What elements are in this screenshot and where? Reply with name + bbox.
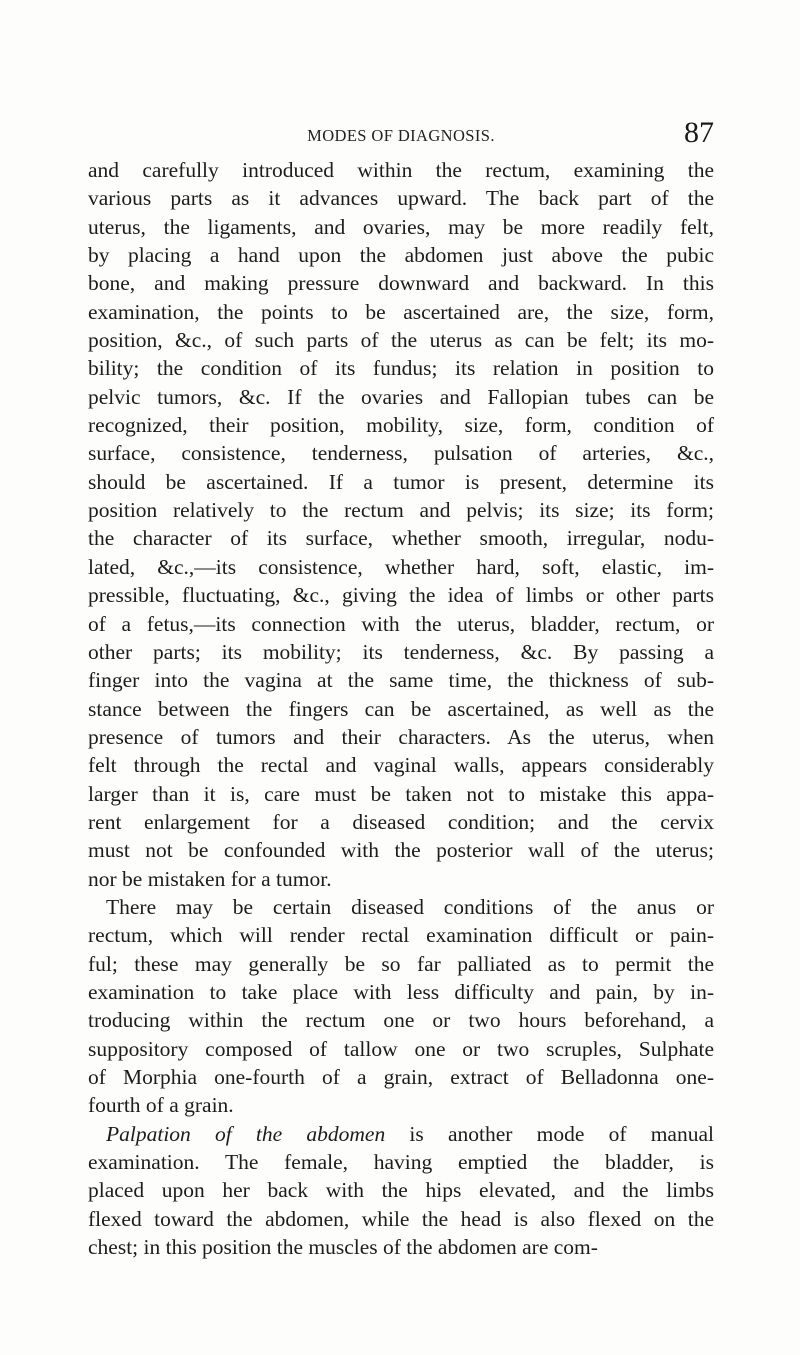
text-run: is another mode of manual — [385, 1121, 714, 1146]
text-line: uterus, the ligaments, and ovaries, may be more readily felt, — [88, 214, 714, 239]
text-line: other parts; its mobility; its tenderness, &c. By passing a — [88, 639, 714, 664]
body-text — [88, 156, 714, 1261]
text-line: position relatively to the rectum and pelvis; its size; its form; — [88, 498, 714, 523]
paragraph — [88, 893, 714, 1120]
text-line: must not be confounded with the posterior wall of the uterus; — [88, 838, 714, 863]
text-line: examination. The female, having emptied the bladder, is — [88, 1150, 714, 1175]
text-line: examination to take place with less difficulty and pain, by in- — [88, 979, 714, 1004]
page-number: 87 — [684, 116, 714, 149]
text-line: presence of tumors and their characters. As the uterus, when — [88, 724, 714, 749]
text-line: pressible, fluctuating, &c., giving the idea of limbs or other parts — [88, 583, 714, 608]
text-line: recognized, their position, mobility, size, form, condition of — [88, 413, 714, 438]
text-line: lated, &c.,—its consistence, whether hard, soft, elastic, im- — [88, 554, 714, 579]
text-line — [88, 1120, 714, 1148]
text-line: flexed toward the abdomen, while the head is also flexed on the — [88, 1206, 714, 1231]
text-line: suppository composed of tallow one or two scruples, Sulphate — [88, 1036, 714, 1061]
text-line: position, &c., of such parts of the uterus as can be felt; its mo- — [88, 328, 714, 353]
text-line: finger into the vagina at the same time, the thickness of sub- — [88, 668, 714, 693]
text-line: There may be certain diseased conditions of the anus or — [106, 894, 714, 919]
text-line: examination, the points to be ascertained are, the size, form, — [88, 299, 714, 324]
text-line: felt through the rectal and vaginal walls, appears considerably — [88, 753, 714, 778]
text-line: various parts as it advances upward. The back part of the — [88, 186, 714, 211]
running-head — [88, 96, 714, 149]
text-line: bone, and making pressure downward and backward. In this — [88, 271, 714, 296]
running-title: MODES OF DIAGNOSIS. — [307, 126, 495, 145]
text-line: stance between the fingers can be ascertained, as well as the — [88, 696, 714, 721]
text-line: by placing a hand upon the abdomen just above the pubic — [88, 243, 714, 268]
text-line: of Morphia one-fourth of a grain, extract of Belladonna one- — [88, 1065, 714, 1089]
text-line: ful; these may generally be so far palliated as to permit the — [88, 951, 714, 976]
text-line: larger than it is, care must be taken not to mistake this appa- — [88, 781, 714, 806]
text-line: of a fetus,—its connection with the uterus, bladder, rectum, or — [88, 611, 714, 636]
text-line: fourth of a grain. — [88, 1093, 234, 1118]
text-line: nor be mistaken for a tumor. — [88, 866, 332, 891]
text-line: bility; the condition of its fundus; its relation in position to — [88, 356, 714, 381]
text-line: rent enlargement for a diseased condition; and the cervix — [88, 809, 714, 834]
text-line: and carefully introduced within the rectum, examining the — [88, 158, 714, 182]
paragraph — [88, 1120, 714, 1262]
text-line: placed upon her back with the hips elevated, and the limbs — [88, 1178, 714, 1203]
text-line: the character of its surface, whether smooth, irregular, nodu- — [88, 526, 714, 551]
paragraph — [88, 156, 714, 893]
text-line: troducing within the rectum one or two hours beforehand, a — [88, 1008, 714, 1033]
text-line: surface, consistence, tenderness, pulsation of arteries, &c., — [88, 441, 714, 466]
text-line: should be ascertained. If a tumor is present, determine its — [88, 469, 714, 494]
text-line: chest; in this position the muscles of the abdomen are com- — [88, 1235, 598, 1260]
text-line: rectum, which will render rectal examination difficult or pain- — [88, 923, 714, 948]
italic-term: Palpation of the abdomen — [106, 1121, 386, 1146]
text-line: pelvic tumors, &c. If the ovaries and Fallopian tubes can be — [88, 384, 714, 409]
